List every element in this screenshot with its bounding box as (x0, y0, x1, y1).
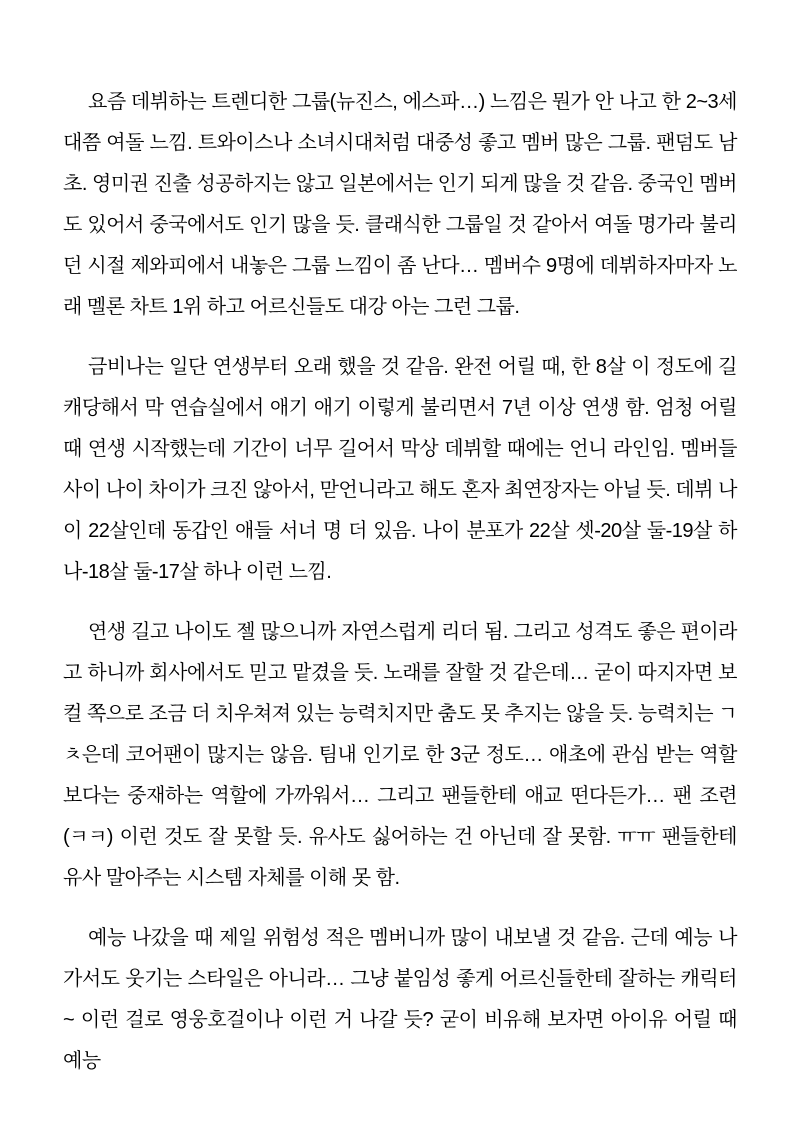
paragraph-2: 금비나는 일단 연생부터 오래 했을 것 같음. 완전 어릴 때, 한 8살 이 정도에 길캐당해서 막 연습실에서 애기 애기 이렇게 불리면서 7년 이상 연생 함. 엄청 어릴 때 연생 시작했는데 기간이 너무 길어서 막상 데뷔할 때에는 언니 라인임. 멤버들 사이 나이 차이가 크진 않아서, 맏언니라고 해도 혼자 최연장자는 아닐 듯. 데뷔 나이 22살인데 동갑인 애들 서너 명 더 있음. 나이 분포가 22살 셋-20살 둘-19살 하나-18살 둘-17살 하나 이런 느낌. (63, 356, 737, 583)
text-body (63, 82, 737, 1082)
paragraph-3: 연생 길고 나이도 젤 많으니까 자연스럽게 리더 됨. 그리고 성격도 좋은 편이라고 하니까 회사에서도 믿고 맡겼을 듯. 노래를 잘할 것 같은데… 굳이 따지자면 보컬 쪽으로 조금 더 치우쳐져 있는 능력치지만 춤도 못 추지는 않을 듯. 능력치는 ㄱㅊ은데 코어팬이 많지는 않음. 팀내 인기로 한 3군 정도… 애초에 관심 받는 역할보다는 중재하는 역할에 가까워서… 그리고 팬들한테 애교 떤다든가… 팬 조련(ㅋㅋ) 이런 것도 잘 못할 듯. 유사도 싫어하는 건 아닌데 잘 못함. ㅠㅠ 팬들한테 유사 말아주는 시스템 자체를 이해 못 함. (63, 621, 737, 889)
paragraph-1: 요즘 데뷔하는 트렌디한 그룹(뉴진스, 에스파…) 느낌은 뭔가 안 나고 한 2~3세대쯤 여돌 느낌. 트와이스나 소녀시대처럼 대중성 좋고 멤버 많은 그룹. 팬덤도 남초. 영미권 진출 성공하지는 않고 일본에서는 인기 되게 많을 것 같음. 중국인 멤버도 있어서 중국에서도 인기 많을 듯. 클래식한 그룹일 것 같아서 여돌 명가라 불리던 시절 제와피에서 내놓은 그룹 느낌이 좀 난다… 멤버수 9명에 데뷔하자마자 노래 멜론 차트 1위 하고 어르신들도 대강 아는 그런 그룹. (63, 91, 737, 318)
paragraph-4: 예능 나갔을 때 제일 위험성 적은 멤버니까 많이 내보낼 것 같음. 근데 예능 나가서도 웃기는 스타일은 아니라… 그냥 붙임성 좋게 어르신들한테 잘하는 캐릭터~ 이런 걸로 영웅호걸이나 이런 거 나갈 듯? 굳이 비유해 보자면 아이유 어릴 때 예능 (63, 927, 737, 1072)
